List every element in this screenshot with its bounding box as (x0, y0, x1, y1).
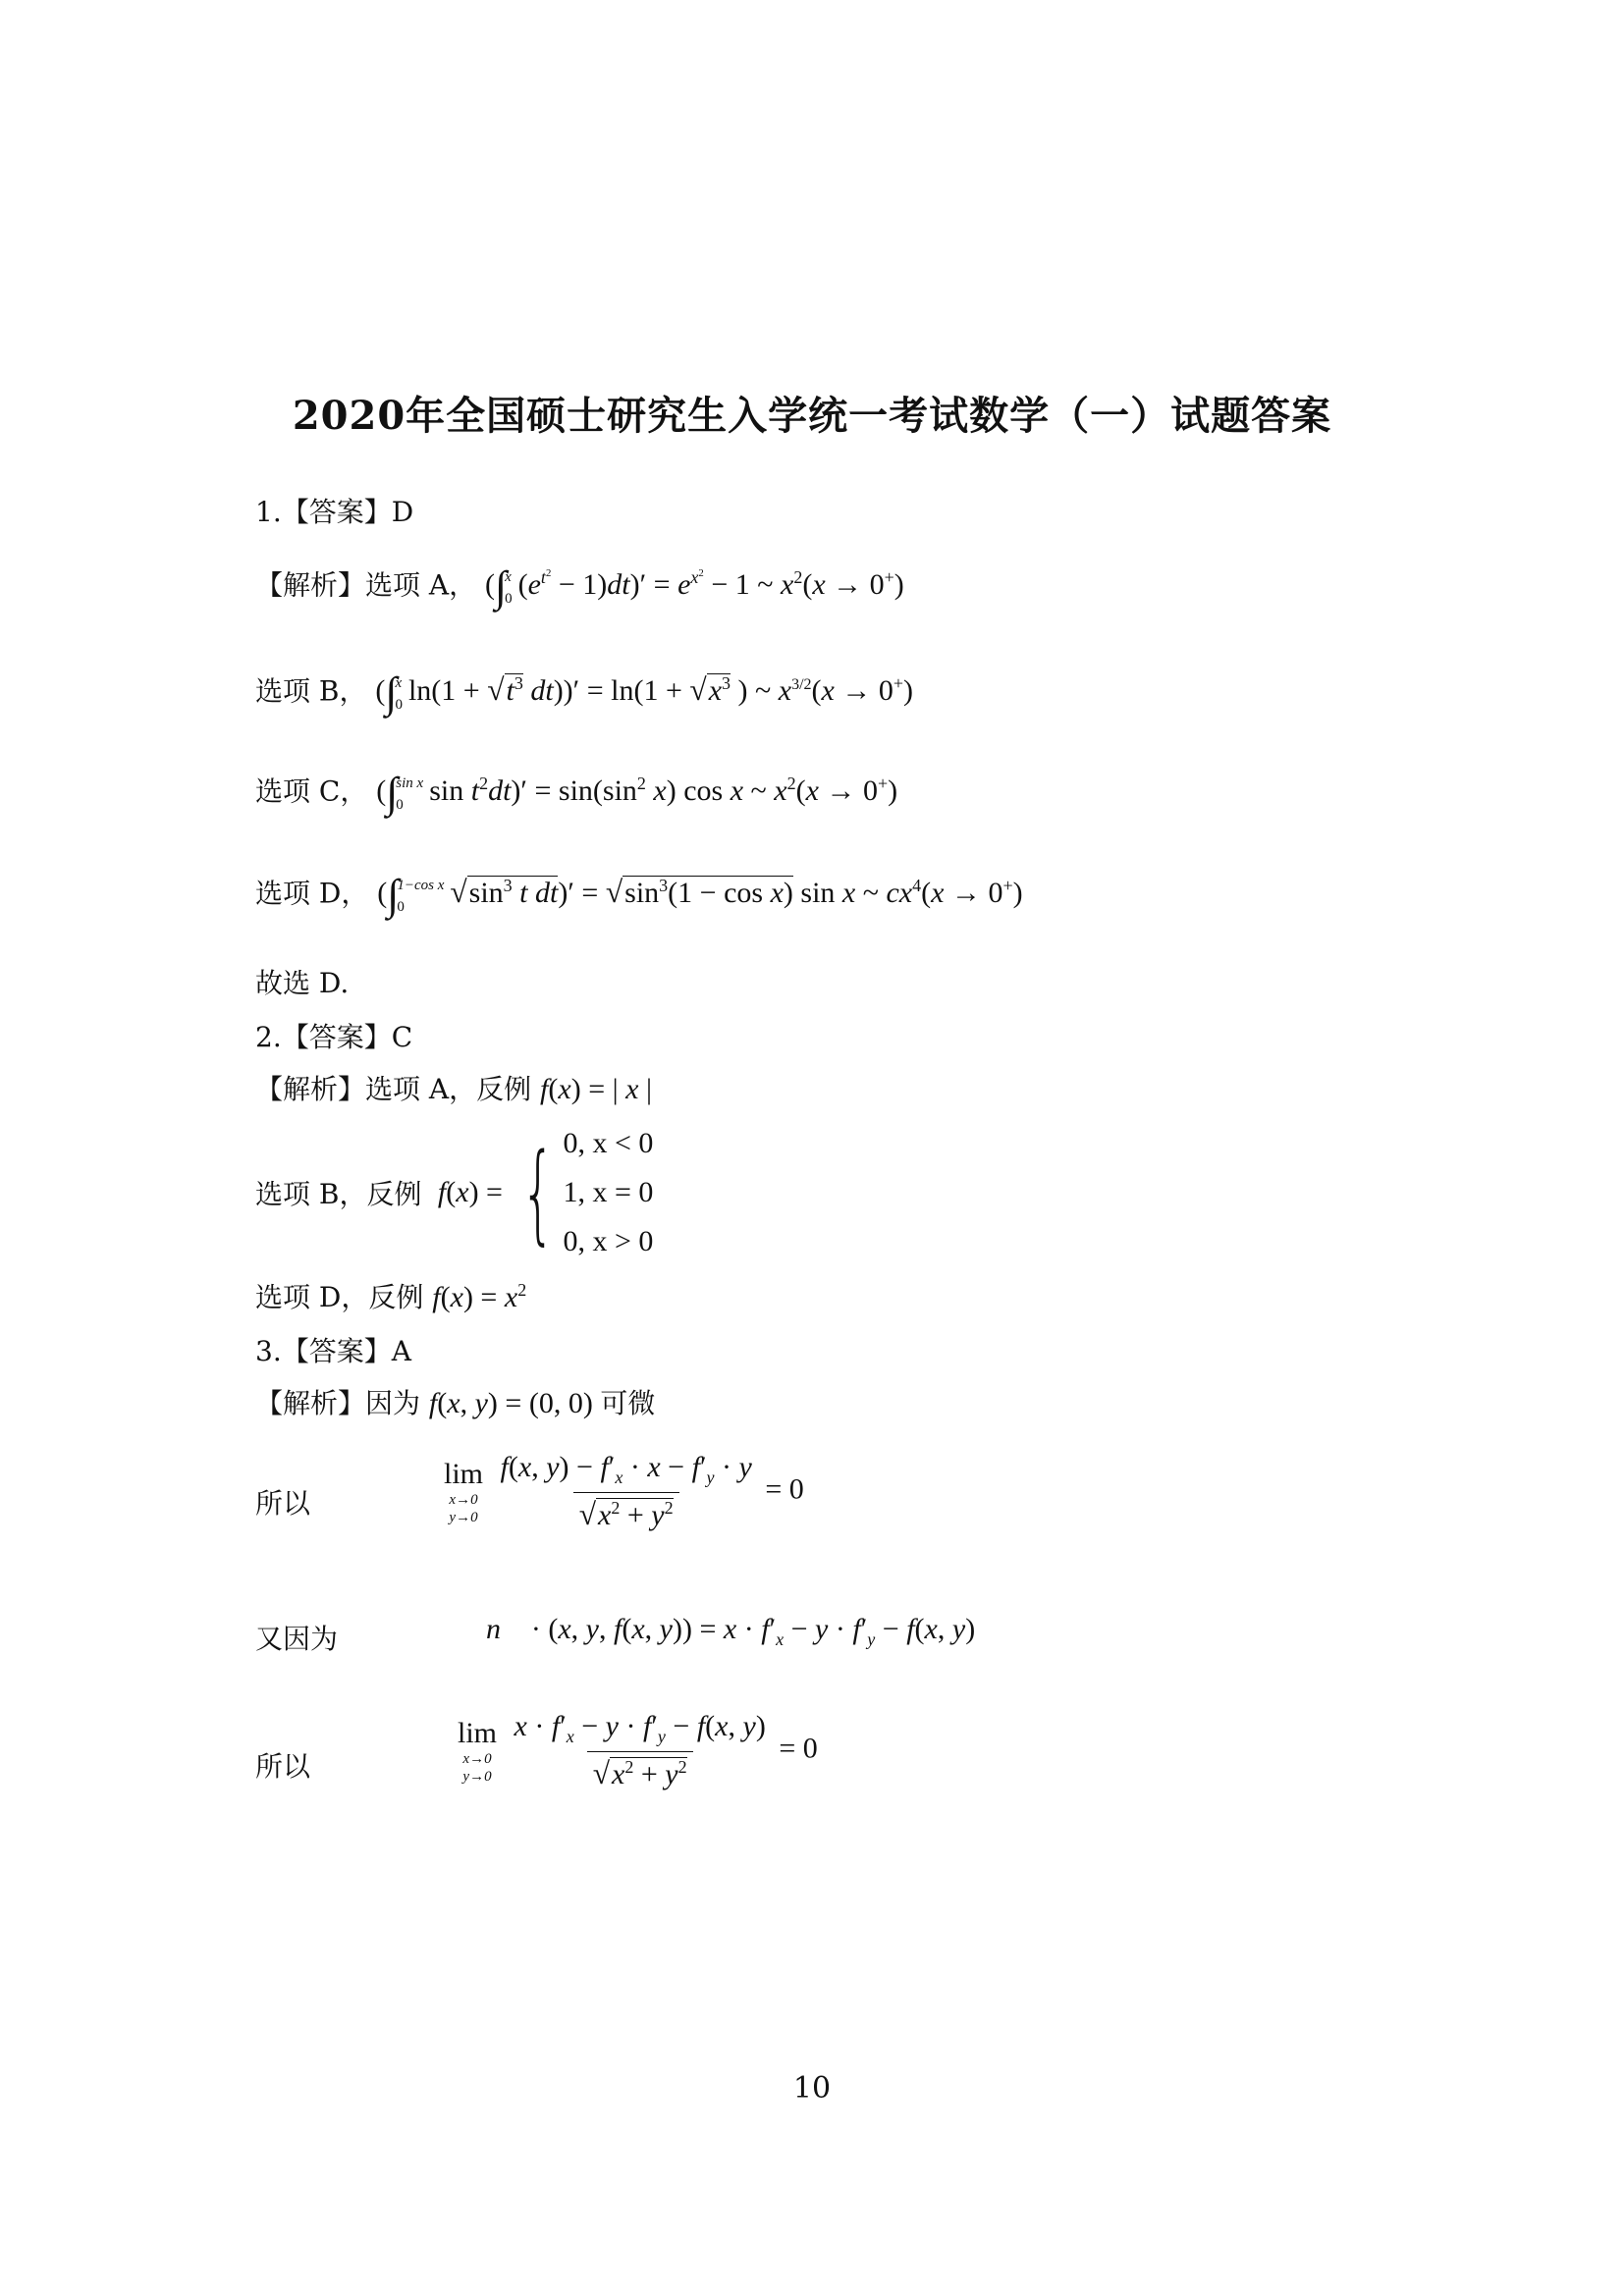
q2-option-b-label: 选项 B，反例 (255, 1178, 422, 1210)
q2-answer: 2.【答案】C (255, 1021, 413, 1053)
page-number: 10 (792, 2071, 832, 2106)
q2-option-a-label: 【解析】选项 A，反例 (255, 1073, 532, 1105)
q1-conclusion: 故选 D. (255, 967, 350, 999)
q2-cases (563, 1119, 653, 1266)
q1-option-d-formula: (∫ 1−cos x 0 $√\sin^3$ t $dt)' = √\sin^3(1 - \cos x)$ sin x ~ $cx^4(x \to 0^+)$ (377, 871, 1023, 919)
q3-analysis (255, 1382, 655, 1421)
q3-normal-dot: n⃗ · (x, y, f(x, $y)) = x \cdot f'_x - y \cdot f'_y - f(x$, y) (486, 1613, 976, 1649)
q1-option-c (255, 768, 897, 818)
q3-so-2: 所以 (255, 1750, 311, 1783)
q2-case-2: 1, x = 0 (563, 1176, 654, 1208)
q3-answer: 3.【答案】A (255, 1335, 411, 1367)
q2-case-3: 0, x > 0 (563, 1225, 654, 1257)
q1-option-d-label: 选项 D， (255, 877, 369, 910)
q1-option-b-label: 选项 B， (255, 674, 367, 708)
q3-analysis-suffix: 可微 (600, 1387, 656, 1419)
q1-option-d (255, 870, 1023, 920)
q2-option-a-formula: f(x) = | x | (540, 1073, 652, 1105)
q1-answer: 1.【答案】D (255, 496, 414, 528)
q2-option-d-label: 选项 D，反例 (255, 1281, 424, 1313)
q3-also-because: 又因为 (255, 1623, 339, 1655)
q2-option-d (255, 1276, 526, 1315)
q1-option-c-label: 选项 C， (255, 774, 368, 808)
q1-option-c-formula: (∫ sin x 0 $\sin t^2dt)' = \sin(\sin^2$ x) cos x ~ $x^2(x \to 0^+)$ (376, 769, 898, 817)
q2-option-a (255, 1068, 652, 1107)
q3-limit-1: lim x→0 y→0 $\frac{f(x, y) - f'_x \cdot x - f'_y \cdot y}{√x^2 + y^2}$ = 0 (444, 1451, 804, 1531)
q2-option-b-formula: f ( x ) = { 0, x < 0 1, x = 0 0, x > 0 (430, 1119, 653, 1266)
page-title: 2020年全国硕士研究生入学统一考试数学（一）试题答案 (292, 393, 1332, 439)
q1-option-a-formula: (∫ x 0 $(e^{t^2} - 1)dt)' = e^{x^2} - 1$ ~ $x^2(x \to 0^+)$ (485, 562, 904, 611)
q2-option-b (255, 1119, 653, 1266)
q3-so-1: 所以 (255, 1487, 311, 1520)
q1-option-b (255, 667, 913, 718)
q3-limit-2: lim x→0 y→0 $\frac{x \cdot f'_x - y \cdot f'_y - f(x, y)}{√x^2 + y^2}$ = 0 (458, 1710, 818, 1790)
q2-case-1: 0, x < 0 (563, 1127, 654, 1159)
q2-option-d-formula: $f(x) = x^2$ (432, 1280, 527, 1313)
q1-option-a-label: 【解析】选项 A， (255, 568, 477, 602)
q1-option-b-formula: (∫ x 0 $\ln(1 + √t^3$ $dt))' = \ln(1 + √x^3$ ) ~ $x^{3/2}(x \to 0^+)$ (375, 668, 914, 717)
q3-analysis-label: 【解析】因为 (255, 1387, 421, 1419)
q3-analysis-formula: f(x, y) = (0, 0) (428, 1387, 601, 1419)
q1-option-a (255, 561, 904, 612)
